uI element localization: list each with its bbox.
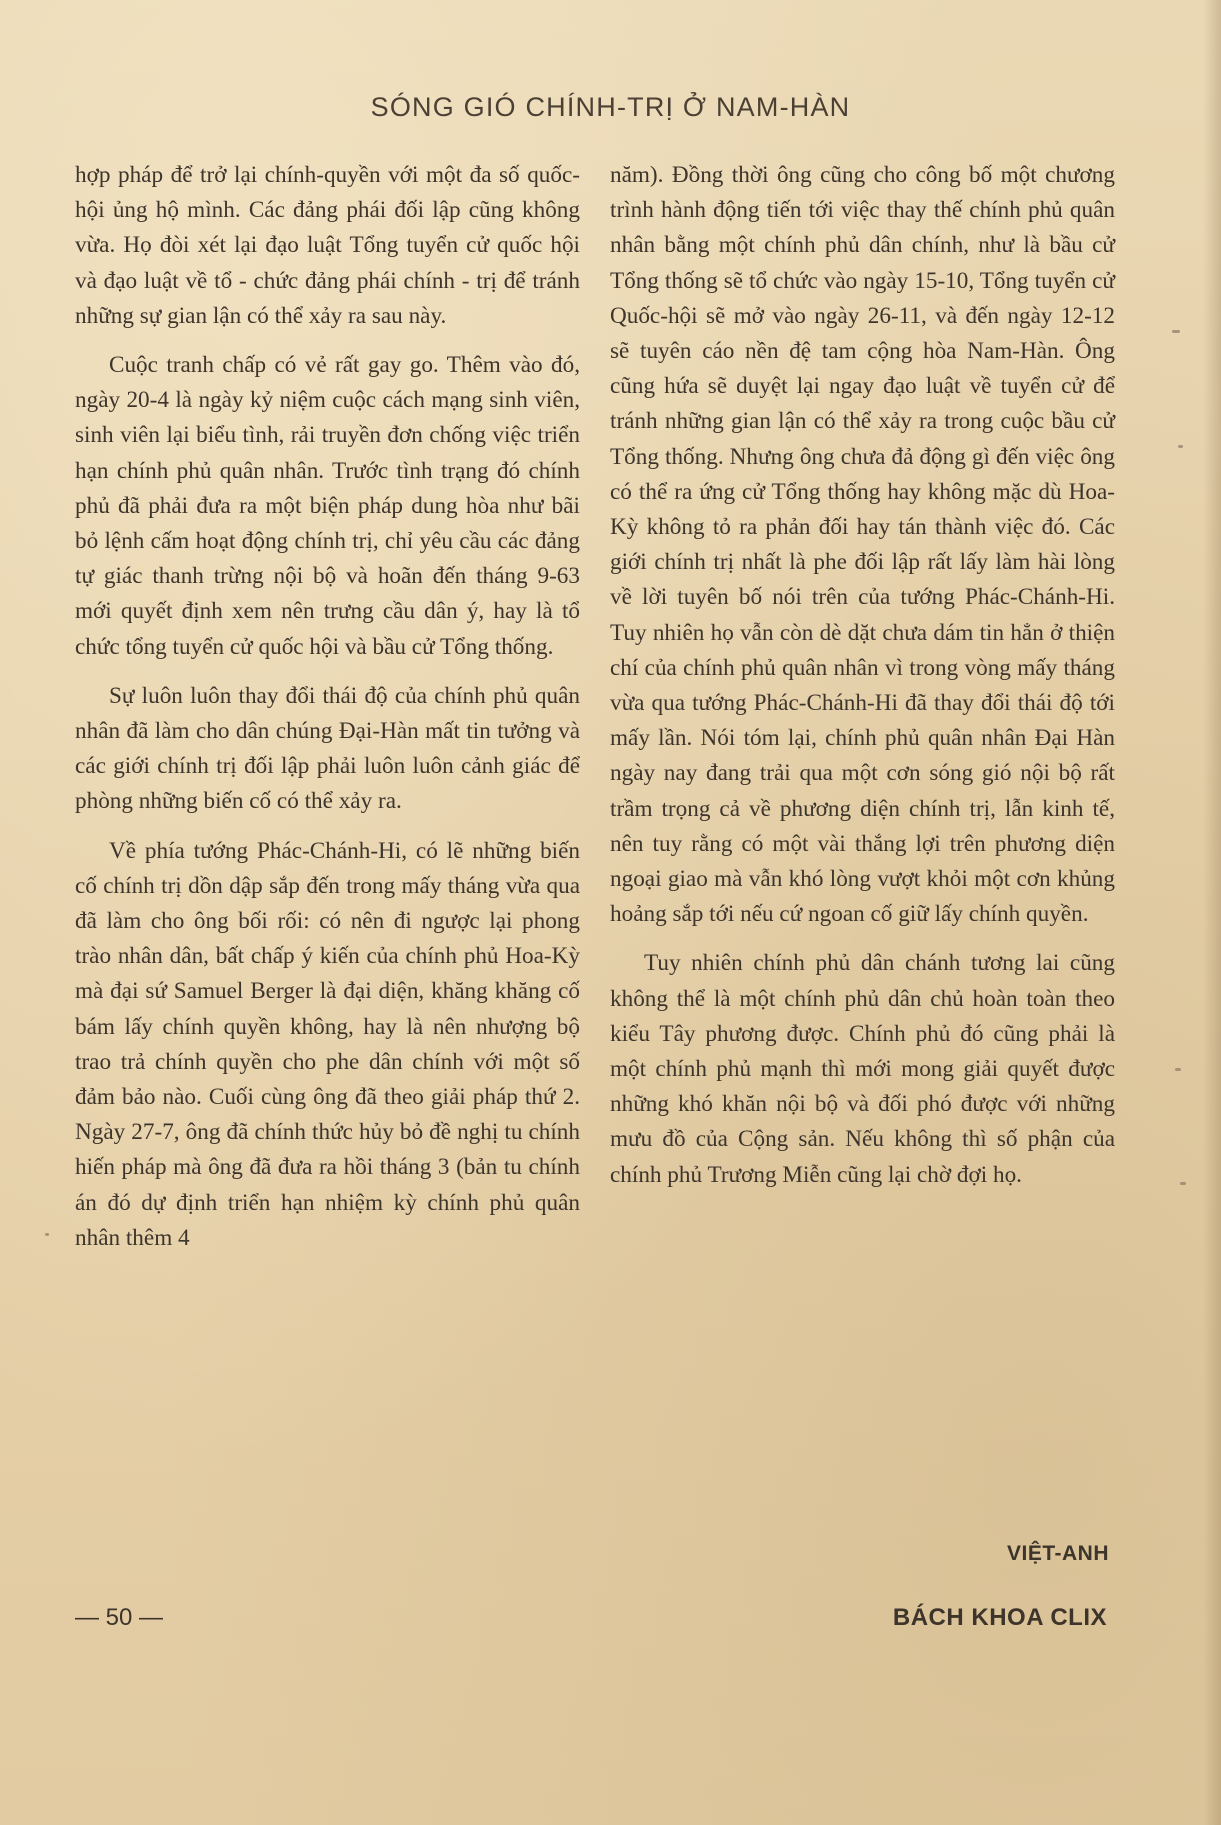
paper-speck [45,1233,49,1236]
page-edge-shadow [1203,0,1221,1825]
paper-speck [1172,330,1180,333]
right-column [610,158,1115,1193]
paper-speck [1175,1068,1181,1071]
paper-speck [1180,1182,1186,1185]
paragraph: Sự luôn luôn thay đổi thái độ của chính phủ quân nhân đã làm cho dân chúng Đại-Hàn mất tin tưởng và các giới chính trị đối lập phải luôn luôn cảnh giác để phòng những biến cố có thể xảy ra. [75,682,580,815]
paragraph: năm). Đồng thời ông cũng cho công bố một chương trình hành động tiến tới việc thay thế chính phủ quân nhân bằng một chính phủ dân chính, như là bầu cử Tổng thống sẽ tổ chức vào ngày 15-10, Tổng tuyển cử Quốc-hội sẽ mở vào ngày 26-11, và đến ngày 12-12 sẽ tuyên cáo nền đệ tam cộng hòa Nam-Hàn. Ông cũng hứa sẽ duyệt lại ngay đạo luật về tuyển cử để tránh những gian lận có thể xảy ra trong cuộc bầu cử Tổng thống. Nhưng ông chưa đả động gì đến việc ông có thể ra ứng cử Tổng thống hay không mặc dù Hoa-Kỳ không tỏ ra phản đối hay tán thành việc đó. Các giới chính trị nhất là phe đối lập rất lấy làm hài lòng về lời tuyên bố nói trên của tướng Phác-Chánh-Hi. Tuy nhiên họ vẫn còn dè dặt chưa dám tin hẳn ở thiện chí của chính phủ quân nhân vì trong vòng mấy tháng vừa qua tướng Phác-Chánh-Hi đã thay đổi thái độ tới mấy lần. Nói tóm lại, chính phủ quân nhân Đại Hàn ngày nay đang trải qua một cơn sóng gió nội bộ rất trầm trọng cả về phương diện chính trị, lẫn kinh tế, nên tuy rằng có một vài thắng lợi trên phương diện ngoại giao mà vẫn khó lòng vượt khỏi một cơn khủng hoảng sắp tới nếu cứ ngoan cố giữ lấy chính quyền. [610,162,1115,928]
paragraph: Tuy nhiên chính phủ dân chánh tương lai cũng không thể là một chính phủ dân chủ hoàn toàn theo kiểu Tây phương được. Chính phủ đó cũng phải là một chính phủ mạnh thì mới mong giải quyết được những khó khăn nội bộ và đối phó được với những mưu đồ của Cộng sản. Nếu không thì số phận của chính phủ Trương Miễn cũng lại chờ đợi họ. [610,950,1115,1188]
publication-name: BÁCH KHOA CLIX [892,1604,1107,1631]
author-signature: VIỆT-ANH [1006,1542,1109,1565]
paper-speck [1178,445,1183,448]
paragraph: Cuộc tranh chấp có vẻ rất gay go. Thêm vào đó, ngày 20-4 là ngày kỷ niệm cuộc cách mạng sinh viên, sinh viên lại biểu tình, rải truyền đơn chống việc triển hạn chính phủ quân nhân. Trước tình trạng đó chính phủ đã phải đưa ra một biện pháp dung hòa như bãi bỏ lệnh cấm hoạt động chính trị, chỉ yêu cầu các đảng tự giác thanh trừng nội bộ và hoãn đến tháng 9-63 mới quyết định xem nên trưng cầu dân ý, hay là tổ chức tổng tuyển cử quốc hội và bầu cử Tổng thống. [75,352,580,660]
running-title: SÓNG GIÓ CHÍNH-TRỊ Ở NAM-HÀN [370,92,851,122]
page-number: — 50 — [75,1604,164,1631]
paragraph: Về phía tướng Phác-Chánh-Hi, có lẽ những biến cố chính trị dồn dập sắp đến trong mấy tháng vừa qua đã làm cho ông bối rối: có nên đi ngược lại phong trào nhân dân, bất chấp ý kiến của chính phủ Hoa-Kỳ mà đại sứ Samuel Berger là đại diện, khăng khăng cố bám lấy chính quyền không, hay là nên nhượng bộ trao trả chính quyền cho phe dân chính với một số đảm bảo nào. Cuối cùng ông đã theo giải pháp thứ 2. Ngày 27-7, ông đã chính thức hủy bỏ đề nghị tu chính hiến pháp mà ông đã đưa ra hồi tháng 3 (bản tu chính án đó dự định triển hạn nhiệm kỳ chính phủ quân nhân thêm 4 [75,837,580,1251]
left-column [75,158,580,1256]
paragraph: hợp pháp để trở lại chính-quyền với một đa số quốc-hội ủng hộ mình. Các đảng phái đối lập cũng không vừa. Họ đòi xét lại đạo luật Tổng tuyển cử quốc hội và đạo luật về tổ - chức đảng phái chính - trị để tránh những sự gian lận có thể xảy ra sau này. [75,162,580,329]
